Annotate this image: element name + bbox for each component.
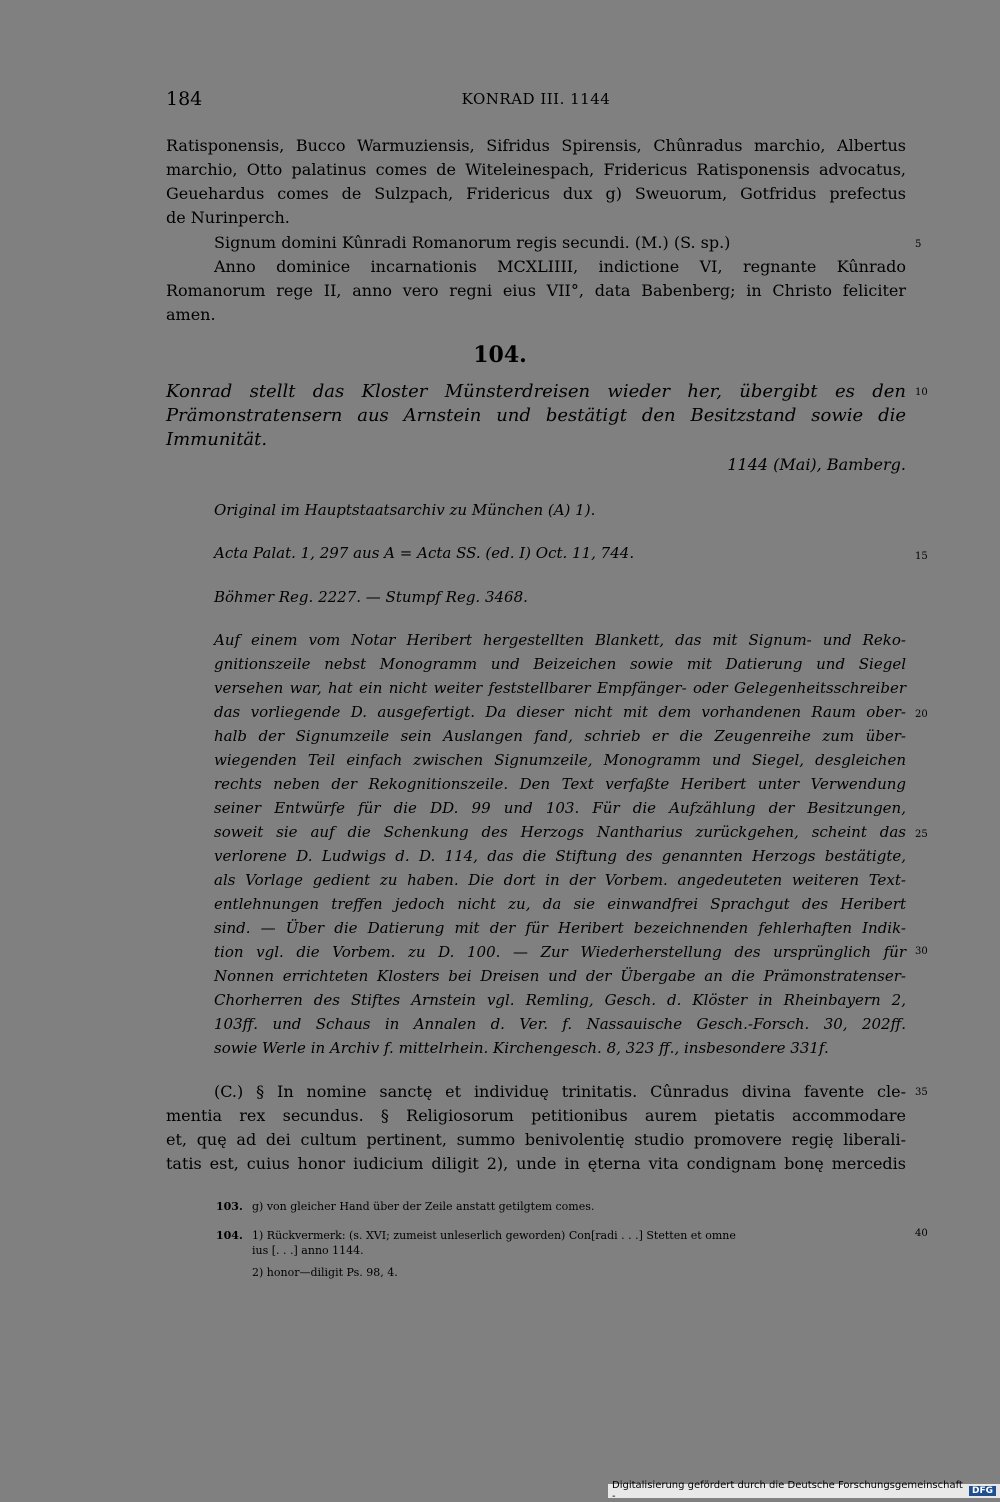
line-number: 20 bbox=[915, 709, 928, 720]
line-number: 5 bbox=[915, 239, 922, 250]
anno-line: amen. bbox=[166, 305, 216, 324]
document-number: 104. bbox=[473, 342, 527, 368]
commentary-line: das vorliegende D. ausgefertigt. Da dieser nicht mit dem vorhandenen Raum ober- bbox=[214, 703, 906, 721]
date-place: 1144 (Mai), Bamberg. bbox=[727, 455, 906, 474]
footnote-number: 104. bbox=[216, 1229, 243, 1242]
footnote-text: ius [. . .] anno 1144. bbox=[252, 1244, 364, 1257]
footnote-number: 103. bbox=[216, 1200, 243, 1213]
regest-line: Prämonstratensern aus Arnstein und bestätigt den Besitzstand sowie die bbox=[166, 405, 906, 426]
digitization-footer bbox=[608, 1480, 1000, 1502]
commentary-line: sind. — Über die Datierung mit der für Heribert bezeichnenden fehlerhaften Indik- bbox=[214, 919, 906, 937]
line-number: 25 bbox=[915, 829, 928, 840]
diploma-text-line: (C.) § In nomine sanctę et individuę trinitatis. Cûnradus divina favente cle- bbox=[214, 1082, 906, 1101]
running-title: KONRAD III. 1144 bbox=[461, 90, 611, 108]
commentary-line: Auf einem vom Notar Heribert hergestellten Blankett, das mit Signum- und Reko- bbox=[214, 631, 906, 649]
commentary-line: soweit sie auf die Schenkung des Herzogs Nantharius zurückgehen, scheint das bbox=[214, 823, 906, 841]
diploma-text-line: et, quę ad dei cultum pertinent, summo benivolentię studio promovere regię liberali- bbox=[166, 1130, 906, 1149]
text-line: de Nurinperch. bbox=[166, 208, 290, 227]
text-line: marchio, Otto palatinus comes de Witeleinespach, Fridericus Ratisponensis advocatus, bbox=[166, 160, 906, 179]
footnote-text: 1) Rückvermerk: (s. XVI; zumeist unleserlich geworden) Con[radi . . .] Stetten et omne bbox=[252, 1229, 736, 1242]
commentary-line: seiner Entwürfe für die DD. 99 und 103. Für die Aufzählung der Besitzungen, bbox=[214, 799, 906, 817]
text-line: Geuehardus comes de Sulzpach, Fridericus dux g) Sweuorum, Gotfridus prefectus bbox=[166, 184, 906, 203]
commentary-line: wiegenden Teil einfach zwischen Signumzeile, Monogramm und Siegel, desgleichen bbox=[214, 751, 906, 769]
commentary-line: tion vgl. die Vorbem. zu D. 100. — Zur Wiederherstellung des ursprünglich für bbox=[214, 943, 906, 961]
footer-text: Digitalisierung gefördert durch die Deutsche Forschungsgemeinschaft - bbox=[612, 1480, 963, 1502]
text-line: Ratisponensis, Bucco Warmuziensis, Sifridus Spirensis, Chûnradus marchio, Albertus bbox=[166, 136, 906, 155]
page-header bbox=[166, 88, 906, 114]
page-number: 184 bbox=[166, 88, 203, 110]
commentary-line: versehen war, hat ein nicht weiter feststellbarer Empfänger- oder Gelegenheitsschreiber bbox=[214, 679, 906, 697]
signum-line: Signum domini Kûnradi Romanorum regis secundi. (M.) (S. sp.) bbox=[214, 233, 731, 252]
source-regesta: Böhmer Reg. 2227. — Stumpf Reg. 3468. bbox=[214, 588, 528, 606]
commentary-line: 103ff. und Schaus in Annalen d. Ver. f. Nassauische Gesch.-Forsch. 30, 202ff. bbox=[214, 1015, 906, 1033]
commentary-line: gnitionszeile nebst Monogramm und Beizeichen sowie mit Datierung und Siegel bbox=[214, 655, 906, 673]
source-edition: Acta Palat. 1, 297 aus A = Acta SS. (ed. I) Oct. 11, 744. bbox=[214, 544, 635, 562]
regest-line: Konrad stellt das Kloster Münsterdreisen wieder her, übergibt es den bbox=[166, 381, 906, 402]
commentary-line: Chorherren des Stiftes Arnstein vgl. Remling, Gesch. d. Klöster in Rheinbayern 2, bbox=[214, 991, 906, 1009]
line-number: 35 bbox=[915, 1087, 928, 1098]
anno-line: Romanorum rege II, anno vero regni eius VII°, data Babenberg; in Christo feliciter bbox=[166, 281, 906, 300]
source-original: Original im Hauptstaatsarchiv zu München (A) 1). bbox=[214, 501, 596, 519]
commentary-line: als Vorlage gedient zu haben. Die dort in der Vorbem. angedeuteten weiteren Text- bbox=[214, 871, 906, 889]
dfg-logo-icon: DFG bbox=[969, 1486, 996, 1496]
footnote-text: 2) honor—diligit Ps. 98, 4. bbox=[252, 1266, 398, 1279]
commentary-line: halb der Signumzeile sein Auslangen fand, schrieb er die Zeugenreihe zum über- bbox=[214, 727, 906, 745]
line-number: 40 bbox=[915, 1228, 928, 1239]
regest-line: Immunität. bbox=[166, 429, 268, 450]
commentary-line: sowie Werle in Archiv f. mittelrhein. Kirchengesch. 8, 323 ff., insbesondere 331f. bbox=[214, 1039, 829, 1057]
line-number: 15 bbox=[915, 551, 928, 562]
commentary-line: verlorene D. Ludwigs d. D. 114, das die Stiftung des genannten Herzogs bestätigte, bbox=[214, 847, 906, 865]
diploma-text-line: tatis est, cuius honor iudicium diligit 2), unde in ęterna vita condignam bonę mercedis bbox=[166, 1154, 906, 1173]
footnote-text: g) von gleicher Hand über der Zeile anstatt getilgtem comes. bbox=[252, 1200, 595, 1213]
diploma-text-line: mentia rex secundus. § Religiosorum petitionibus aurem pietatis accommodare bbox=[166, 1106, 906, 1125]
commentary-line: Nonnen errichteten Klosters bei Dreisen und der Übergabe an die Prämonstratenser- bbox=[214, 967, 906, 985]
commentary-line: entlehnungen treffen jedoch nicht zu, da sie einwandfrei Sprachgut des Heribert bbox=[214, 895, 906, 913]
line-number: 10 bbox=[915, 387, 928, 398]
anno-line: Anno dominice incarnationis MCXLIIII, indictione VI, regnante Kûnrado bbox=[214, 257, 906, 276]
line-number: 30 bbox=[915, 946, 928, 957]
commentary-line: rechts neben der Rekognitionszeile. Den Text verfaßte Heribert unter Verwendung bbox=[214, 775, 906, 793]
